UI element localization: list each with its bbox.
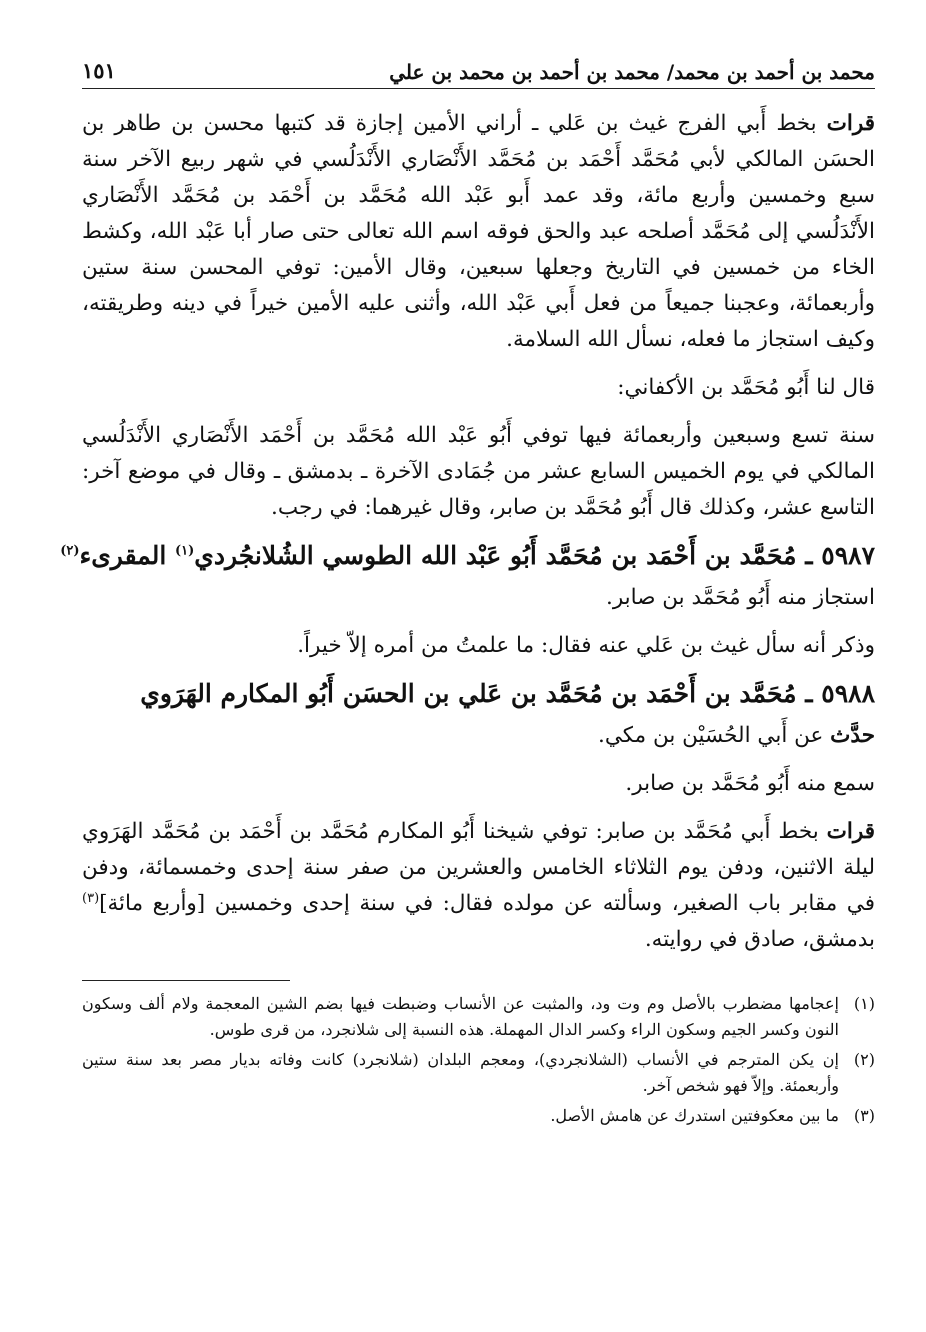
entry-5987-line-2: وذكر أنه سأل غيث بن عَلي عنه فقال: ما علمتُ من أمره إلاّ خيراً. [297, 633, 875, 658]
document-page [60, 48, 875, 1133]
paragraph-text: بخط أَبي مُحَمَّد بن صابر: توفي شيخنا أَبُو المكارم مُحَمَّد بن أَحْمَد بن مُحَمَّد الهَرَوي ليلة الاثنين، ودفن يوم الثلاثاء الخامس والعشرين من صفر سنة إحدى وخمسمائة، ودفن في مقابر باب الصغير، وسألته عن مولده فقال: في سنة إحدى وخمسين [وأربع مائة] [82, 819, 875, 916]
footnote-text: إن يكن المترجم في الأنساب (الشلانجردي)، ومعجم البلدان (شلانجرد) كانت وفاته بديار مصر بعد سنة ستين وأربعمئة. وإلاّ فهو شخص آخر. [82, 1050, 839, 1095]
entry-5988-line-2: سمع منه أَبُو مُحَمَّد بن صابر. [625, 771, 875, 796]
footnote-ref-3[interactable]: (٣) [82, 890, 100, 906]
footnote-item [82, 1103, 875, 1129]
paragraph-lead: قرات [826, 111, 875, 136]
entry-5987-line-1: استجاز منه أَبُو مُحَمَّد بن صابر. [605, 585, 875, 610]
running-title: محمد بن أحمد بن محمد/ محمد بن أحمد بن محمد بن علي [389, 60, 875, 84]
paragraph-reading-note [82, 106, 875, 358]
paragraph-text: بخط أَبي الفرج غيث بن عَلي ـ أراني الأمين إجازة قد كتبها محسن بن طاهر بن الحسَن المالكي لأبي مُحَمَّد أَحْمَد بن مُحَمَّد الأَنْصَاري الأَنْدَلُسي في شهر ربيع الآخر سنة سبع وخمسين وأربع مائة، وقد عمد أَبو عَبْد الله مُحَمَّد بن أَحْمَد بن مُحَمَّد الأَنْصَاري الأَنْدَلُسي إلى مُحَمَّد أصلحه عبد والحق فوقه اسم الله تعالى حتى صار أبا عَبْد الله، وكشط الخاء من خمسين في التاريخ وجعلها سبعين، وقال الأمين: توفي المحسن سنة ستين وأربعمائة، وعجبنا جميعاً من فعل أَبي عَبْد الله، وأثنى عليه الأمين خيراً في دينه وطريقته، وكيف استجاز ما فعله، نسأل الله السلامة. [82, 111, 875, 352]
page-number: ١٥١ [82, 58, 116, 83]
footnote-ref-2[interactable]: (٢) [60, 543, 80, 559]
entry-5987-title [60, 536, 875, 576]
paragraph-lead: قرات [826, 819, 875, 844]
footnote-number: (٢) [853, 1050, 875, 1069]
footnote-number: (١) [853, 994, 875, 1013]
entry-title-text: ٥٩٨٧ ـ مُحَمَّد بن أَحْمَد بن مُحَمَّد أَبُو عَبْد الله الطوسي الشُلانجُردي [194, 541, 875, 570]
footnote-number: (٣) [853, 1106, 875, 1125]
entry-5988-paragraph [82, 814, 875, 958]
paragraph-text: عن أَبي الحُسَيْن بن مكي. [597, 723, 831, 748]
footnote-item [82, 991, 875, 1043]
footnote-ref-1[interactable]: (١) [174, 543, 195, 559]
paragraph-text-end: بدمشق، صادق في روايته. [644, 927, 875, 952]
entry-title-text: ٥٩٨٨ ـ مُحَمَّد بن أَحْمَد بن مُحَمَّد بن عَلي بن الحسَن أَبُو المكارم الهَرَوي [140, 679, 875, 708]
paragraph-akfani-intro: قال لنا أَبُو مُحَمَّد بن الأكفاني: [617, 375, 875, 400]
footnote-text: ما بين معكوفتين استدرك عن هامش الأصل. [550, 1106, 839, 1125]
main-text [60, 106, 875, 958]
paragraph-death-date: سنة تسع وسبعين وأربعمائة فيها توفي أَبُو عَبْد الله مُحَمَّد بن أَحْمَد الأَنْصَاري الأَنْدَلُسي المالكي في يوم الخميس السابع عشر من جُمَادى الآخرة ـ بدمشق ـ وقال في موضع آخر: التاسع عشر، وكذلك قال أَبُو مُحَمَّد بن صابر، وقال غيرهما: في رجب. [82, 423, 875, 520]
entry-5988-line-1 [82, 718, 875, 754]
page-header [82, 48, 875, 89]
footnote-divider [82, 980, 290, 981]
entry-title-suffix: المقرىء [79, 541, 175, 570]
footnotes [82, 991, 875, 1129]
entry-5988-title [82, 674, 875, 714]
paragraph-lead: حدَّث [830, 723, 875, 748]
footnote-item [82, 1047, 875, 1099]
footnote-text: إعجامها مضطرب بالأصل وم وت ود، والمثبت عن الأنساب وضبطت فيها بضم الشين المعجمة ولام ألف وسكون النون وكسر الجيم وسكون الراء وكسر الدال المهملة. هذه النسبة إلى شلانجرد، من قرى طوس. [82, 994, 839, 1039]
